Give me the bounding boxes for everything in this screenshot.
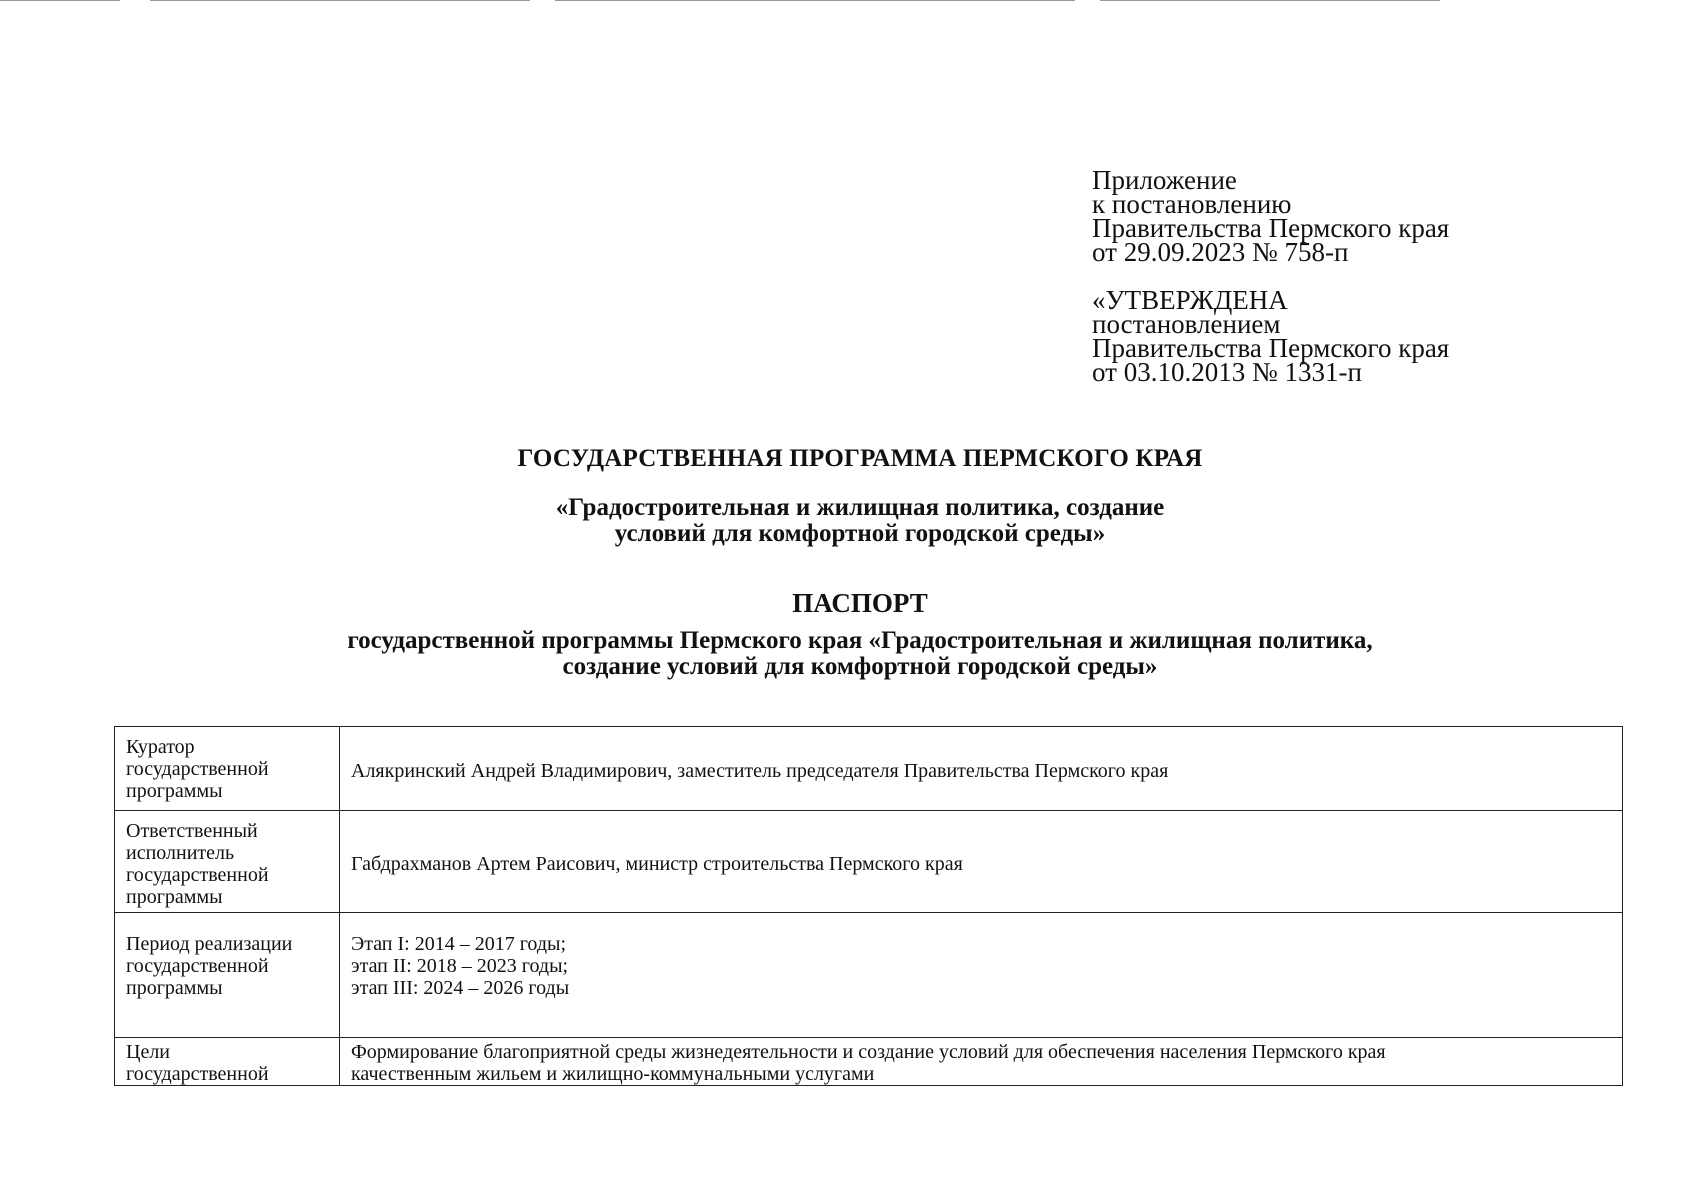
appendix-note (1092, 165, 1512, 387)
row-label (115, 913, 340, 1038)
passport-table (114, 726, 1623, 1086)
passport-heading: ПАСПОРТ (792, 588, 928, 618)
row-value-line: Этап I: 2014 – 2017 годы; (351, 933, 567, 955)
appendix-block-1 (1092, 165, 1512, 267)
row-label (115, 727, 340, 811)
table-row (115, 913, 1623, 1038)
program-title: ГОСУДАРСТВЕННАЯ ПРОГРАММА ПЕРМСКОГО КРАЯ (517, 445, 1203, 472)
program-subtitle-line: «Градостроительная и жилищная политика, создание (555, 494, 1165, 521)
row-value-line: Формирование благоприятной среды жизнедеятельности и создание условий для обеспечения населения Пермского края (351, 1041, 1386, 1063)
scan-edge-line (1100, 0, 1440, 1)
row-label-line: исполнитель (126, 842, 235, 864)
scan-edge-line (0, 0, 120, 1)
row-label-line: Ответственный (126, 820, 258, 842)
row-label-line: Куратор (126, 736, 195, 758)
row-label-line: программы (126, 780, 223, 802)
row-label-line: государственной (126, 955, 269, 977)
scan-edge-line (555, 0, 1075, 1)
passport-subheading-line: создание условий для комфортной городской среды» (562, 653, 1158, 680)
row-value-line: Алякринский Андрей Владимирович, заместитель председателя Правительства Пермского края (351, 759, 1169, 782)
row-value-line: качественным жильем и жилищно-коммунальными услугами (351, 1063, 875, 1085)
row-value-line: этап II: 2018 – 2023 годы; (351, 955, 569, 977)
row-label-line: государственной (126, 864, 269, 886)
row-value (340, 727, 1623, 811)
row-label-line: государственной (126, 758, 269, 780)
approval-line: Правительства Пермского края (1092, 333, 1450, 363)
appendix-line: к постановлению (1092, 189, 1292, 219)
row-label-line: программы (126, 977, 223, 999)
scan-edge-line (150, 0, 530, 1)
row-value-line: этап III: 2024 – 2026 годы (351, 977, 570, 999)
passport-subheading-line: государственной программы Пермского края «Градостроительная и жилищная политика, (347, 627, 1373, 654)
row-label-line: программы (126, 886, 223, 908)
row-label-line: государственной (126, 1063, 269, 1085)
row-value (340, 1038, 1623, 1086)
passport-subheading (0, 628, 1699, 680)
table-row (115, 811, 1623, 913)
approval-line: от 03.10.2013 № 1331-п (1092, 357, 1362, 387)
row-label (115, 811, 340, 913)
row-label (115, 1038, 340, 1086)
table-row (115, 727, 1623, 811)
table-row (115, 1038, 1623, 1086)
program-subtitle-line: условий для комфортной городской среды» (614, 520, 1106, 547)
appendix-line: от 29.09.2023 № 758-п (1092, 237, 1349, 267)
row-label-line: Цели (126, 1041, 171, 1063)
row-value (340, 811, 1623, 913)
appendix-line: Приложение (1092, 165, 1237, 195)
program-subtitle (0, 495, 1699, 547)
row-value (340, 913, 1623, 1038)
approval-line: «УТВЕРЖДЕНА (1092, 285, 1288, 315)
appendix-block-2 (1092, 285, 1512, 387)
approval-line: постановлением (1092, 309, 1281, 339)
appendix-line: Правительства Пермского края (1092, 213, 1450, 243)
row-label-line: Период реализации (126, 933, 293, 955)
row-value-line: Габдрахманов Артем Раисович, министр строительства Пермского края (351, 852, 963, 875)
